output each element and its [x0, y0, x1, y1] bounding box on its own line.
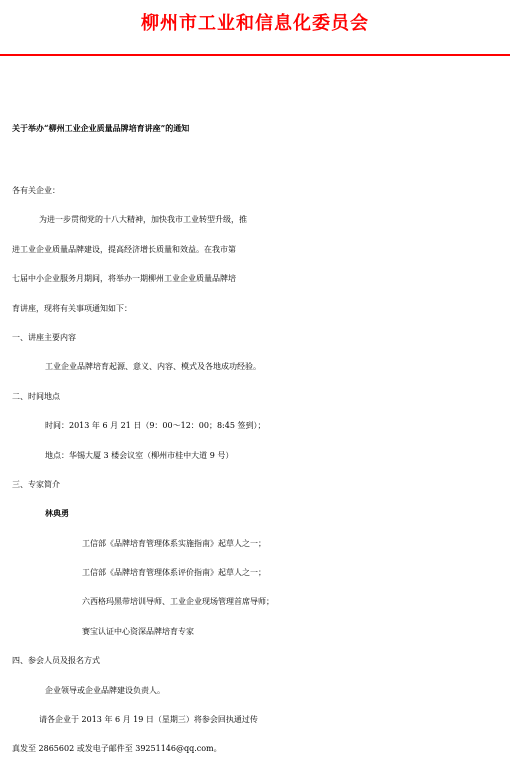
- expert-role: 工信部《品牌培育管理体系评价指南》起草人之一；: [82, 568, 266, 578]
- intro-line: 七届中小企业服务月期间，将举办一期柳州工业企业质量品牌培: [12, 274, 236, 284]
- document-title: 关于举办“柳州工业企业质量品牌培育讲座”的通知: [12, 123, 190, 133]
- intro-line: 育讲座，现将有关事项通知如下：: [12, 303, 132, 313]
- event-time: 时间：2013 年 6 月 21 日（9：00～12：00；8:45 签到）；: [45, 421, 266, 431]
- registration-line: 请各企业于 2013 年 6 月 19 日（星期三）将参会回执通过传: [39, 715, 258, 725]
- header-rule: [0, 54, 510, 56]
- intro-line: 为进一步贯彻党的十八大精神，加快我市工业转型升级，推: [39, 215, 247, 225]
- section-content: 工业企业品牌培育起源、意义、内容、模式及各地成功经验。: [45, 362, 261, 372]
- org-header: 柳州市工业和信息化委员会: [141, 13, 369, 34]
- expert-role: 工信部《品牌培育管理体系实施指南》起草人之一；: [82, 538, 266, 548]
- registration-line: 真发至 2865602 或发电子邮件至 39251146@qq.com。: [12, 744, 222, 754]
- expert-role: 赛宝认证中心资深品牌培育专家: [82, 626, 194, 636]
- section-heading-expert: 三、专家简介: [12, 479, 60, 489]
- expert-name: 林典勇: [45, 509, 69, 519]
- salutation: 各有关企业：: [12, 186, 60, 195]
- expert-role: 六西格玛黑带培训导师、工业企业现场管理首席导师；: [82, 597, 274, 607]
- section-heading-attendees: 四、参会人员及报名方式: [12, 656, 100, 666]
- section-heading-content: 一、讲座主要内容: [12, 332, 76, 342]
- attendees-text: 企业领导或企业品牌建设负责人。: [45, 685, 165, 695]
- event-place: 地点：华锡大厦 3 楼会议室（柳州市桂中大道 9 号）: [45, 450, 234, 460]
- document-body: [0, 176, 510, 764]
- section-heading-time-place: 二、时间地点: [12, 391, 60, 401]
- intro-line: 进工业企业质量品牌建设，提高经济增长质量和效益。在我市第: [12, 244, 236, 254]
